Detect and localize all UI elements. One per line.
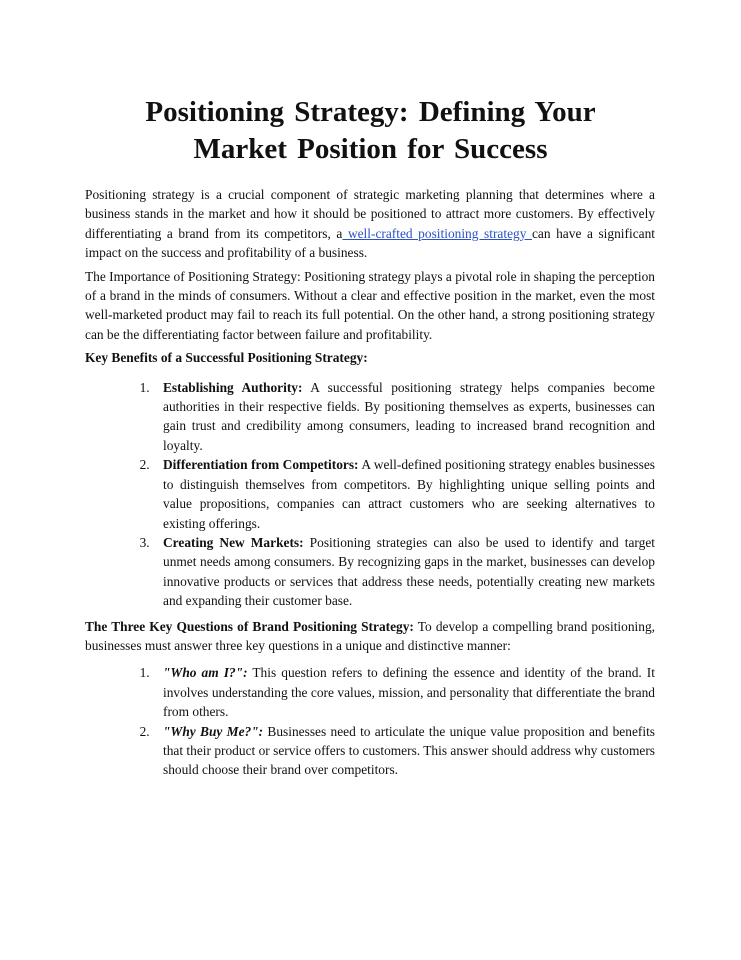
title-line-1: Positioning Strategy: Defining Your — [145, 96, 596, 128]
list-item — [153, 722, 655, 780]
question-text: Businesses need to articulate the unique value proposition and benefits that their product or service offers to customers. This answer should address why customers should choose their brand over competitors. — [163, 723, 655, 778]
benefit-term: Establishing Authority: — [163, 379, 303, 395]
benefit-text: A well-defined positioning strategy enables businesses to distinguish themselves from competitors. By highlighting unique selling points and value propositions, companies can attract customers who are seeking alternatives to existing offerings. — [163, 457, 655, 531]
list-item — [153, 455, 655, 533]
list-item — [153, 663, 655, 721]
intro-paragraph — [85, 185, 655, 263]
importance-paragraph: The Importance of Positioning Strategy: Positioning strategy plays a pivotal role in shaping the perception of a brand in the minds of consumers. Without a clear and effective position in the market, even the most well-marketed product may fail to reach its full potential. On the other hand, a strong positioning strategy can be the differentiating factor between failure and profitability. — [85, 268, 655, 342]
benefit-text: Positioning strategies can also be used to identify and target unmet needs among consumers. By recognizing gaps in the market, businesses can develop innovative products or services that address these needs, potentially creating new markets and expanding their customer base. — [163, 534, 655, 609]
title-line-2: Market Position for Success — [193, 133, 548, 165]
questions-intro-text: To develop a compelling brand positioning, businesses must answer three key questions in a unique and distinctive manner: — [85, 618, 655, 653]
page-title — [40, 94, 701, 168]
list-item — [153, 378, 655, 456]
question-text: This question refers to defining the essence and identity of the brand. It involves understanding the core values, mission, and personality that differentiate the brand from others. — [163, 665, 655, 720]
question-term: "Why Buy Me?": — [163, 723, 264, 739]
question-term: "Who am I?": — [163, 665, 248, 681]
intro-text-after: can have a significant impact on the success and profitability of a business. — [85, 225, 655, 261]
document-body — [85, 185, 655, 780]
benefit-text: A successful positioning strategy helps companies become authorities in their respective fields. By positioning themselves as experts, businesses can gain trust and credibility among consumers, leading to increased brand recognition and loyalty. — [163, 379, 655, 453]
benefits-list — [85, 378, 655, 611]
benefit-term: Creating New Markets: — [163, 534, 304, 550]
questions-list — [85, 663, 655, 779]
positioning-strategy-link[interactable]: well-crafted positioning strategy — [342, 225, 532, 241]
questions-heading: The Three Key Questions of Brand Positioning Strategy: — [85, 618, 414, 634]
intro-text-before: Positioning strategy is a crucial component of strategic marketing planning that determines where a business stands in the market and how it should be positioned to attract more customers. By effectively differentiating a brand from its competitors, a — [85, 187, 655, 241]
benefits-heading: Key Benefits of a Successful Positioning Strategy: — [85, 350, 368, 366]
list-item — [153, 533, 655, 611]
questions-paragraph — [85, 617, 655, 656]
benefit-term: Differentiation from Competitors: — [163, 457, 359, 473]
